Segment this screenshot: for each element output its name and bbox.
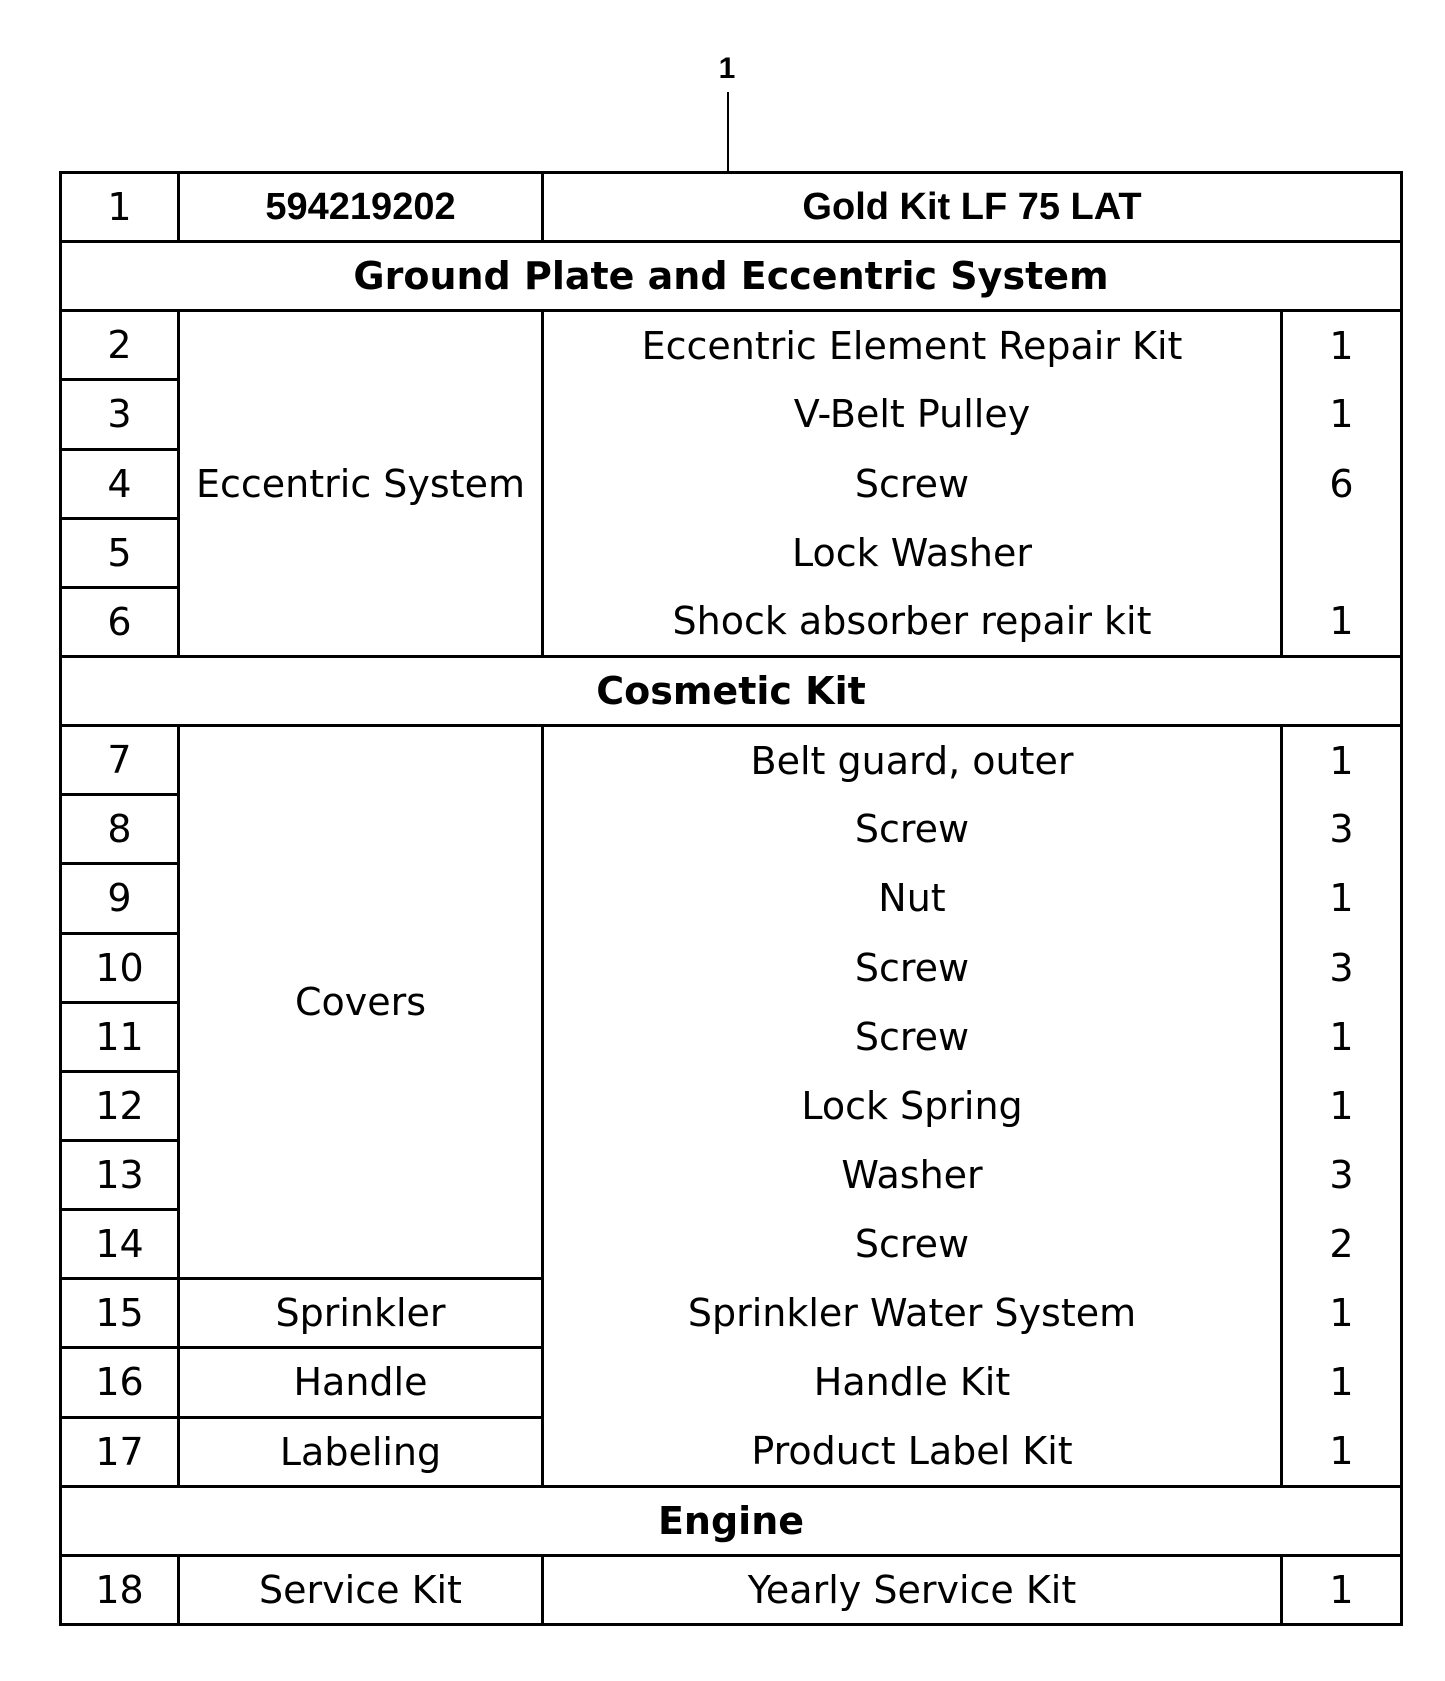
item-description: Lock Spring [543, 1071, 1282, 1140]
section-title: Engine [61, 1486, 1402, 1555]
item-description: Sprinkler Water System [543, 1279, 1282, 1348]
item-description: Screw [543, 795, 1282, 864]
item-quantity: 1 [1282, 311, 1402, 380]
item-number: 4 [61, 449, 179, 518]
group-label: Sprinkler [179, 1279, 543, 1348]
table-row [61, 1279, 1402, 1348]
header-part-number: 594219202 [179, 173, 543, 242]
item-quantity: 6 [1282, 449, 1402, 518]
item-quantity: 1 [1282, 864, 1402, 933]
item-quantity: 1 [1282, 587, 1402, 656]
parts-table [59, 171, 1403, 1626]
section-row [61, 1486, 1402, 1555]
item-number: 18 [61, 1555, 179, 1624]
item-description: Screw [543, 1210, 1282, 1279]
item-number: 13 [61, 1140, 179, 1209]
section-title: Ground Plate and Eccentric System [61, 242, 1402, 311]
item-description: Belt guard, outer [543, 726, 1282, 795]
item-quantity: 1 [1282, 1071, 1402, 1140]
item-quantity [1282, 518, 1402, 587]
item-quantity: 1 [1282, 1279, 1402, 1348]
item-quantity: 1 [1282, 1417, 1402, 1486]
item-description: Eccentric Element Repair Kit [543, 311, 1282, 380]
item-quantity: 2 [1282, 1210, 1402, 1279]
table-row [61, 311, 1402, 380]
section-row [61, 656, 1402, 725]
item-description: V-Belt Pulley [543, 380, 1282, 449]
header-row [61, 173, 1402, 242]
item-number: 2 [61, 311, 179, 380]
header-number: 1 [61, 173, 179, 242]
item-quantity: 3 [1282, 1140, 1402, 1209]
section-title: Cosmetic Kit [61, 656, 1402, 725]
item-description: Screw [543, 933, 1282, 1002]
item-description: Screw [543, 449, 1282, 518]
table-row [61, 1555, 1402, 1624]
item-quantity: 1 [1282, 1348, 1402, 1417]
item-number: 11 [61, 1002, 179, 1071]
item-description: Handle Kit [543, 1348, 1282, 1417]
group-label: Handle [179, 1348, 543, 1417]
item-number: 8 [61, 795, 179, 864]
item-number: 3 [61, 380, 179, 449]
item-description: Product Label Kit [543, 1417, 1282, 1486]
item-number: 14 [61, 1210, 179, 1279]
table-row [61, 1348, 1402, 1417]
item-quantity: 3 [1282, 933, 1402, 1002]
item-number: 12 [61, 1071, 179, 1140]
item-description: Washer [543, 1140, 1282, 1209]
item-description: Screw [543, 1002, 1282, 1071]
item-number: 10 [61, 933, 179, 1002]
item-description: Shock absorber repair kit [543, 587, 1282, 656]
item-number: 9 [61, 864, 179, 933]
item-number: 17 [61, 1417, 179, 1486]
callout-number: 1 [718, 52, 736, 85]
table-row [61, 726, 1402, 795]
item-number: 7 [61, 726, 179, 795]
header-title: Gold Kit LF 75 LAT [543, 173, 1402, 242]
group-label: Eccentric System [179, 311, 543, 657]
item-number: 16 [61, 1348, 179, 1417]
item-quantity: 3 [1282, 795, 1402, 864]
item-quantity: 1 [1282, 1555, 1402, 1624]
item-quantity: 1 [1282, 726, 1402, 795]
section-row [61, 242, 1402, 311]
callout-leader-line [727, 92, 729, 172]
group-label: Labeling [179, 1417, 543, 1486]
item-quantity: 1 [1282, 1002, 1402, 1071]
group-label: Service Kit [179, 1555, 543, 1624]
item-description: Nut [543, 864, 1282, 933]
item-description: Yearly Service Kit [543, 1555, 1282, 1624]
item-number: 5 [61, 518, 179, 587]
item-description: Lock Washer [543, 518, 1282, 587]
group-label: Covers [179, 726, 543, 1279]
table-row [61, 1417, 1402, 1486]
item-number: 6 [61, 587, 179, 656]
item-quantity: 1 [1282, 380, 1402, 449]
item-number: 15 [61, 1279, 179, 1348]
